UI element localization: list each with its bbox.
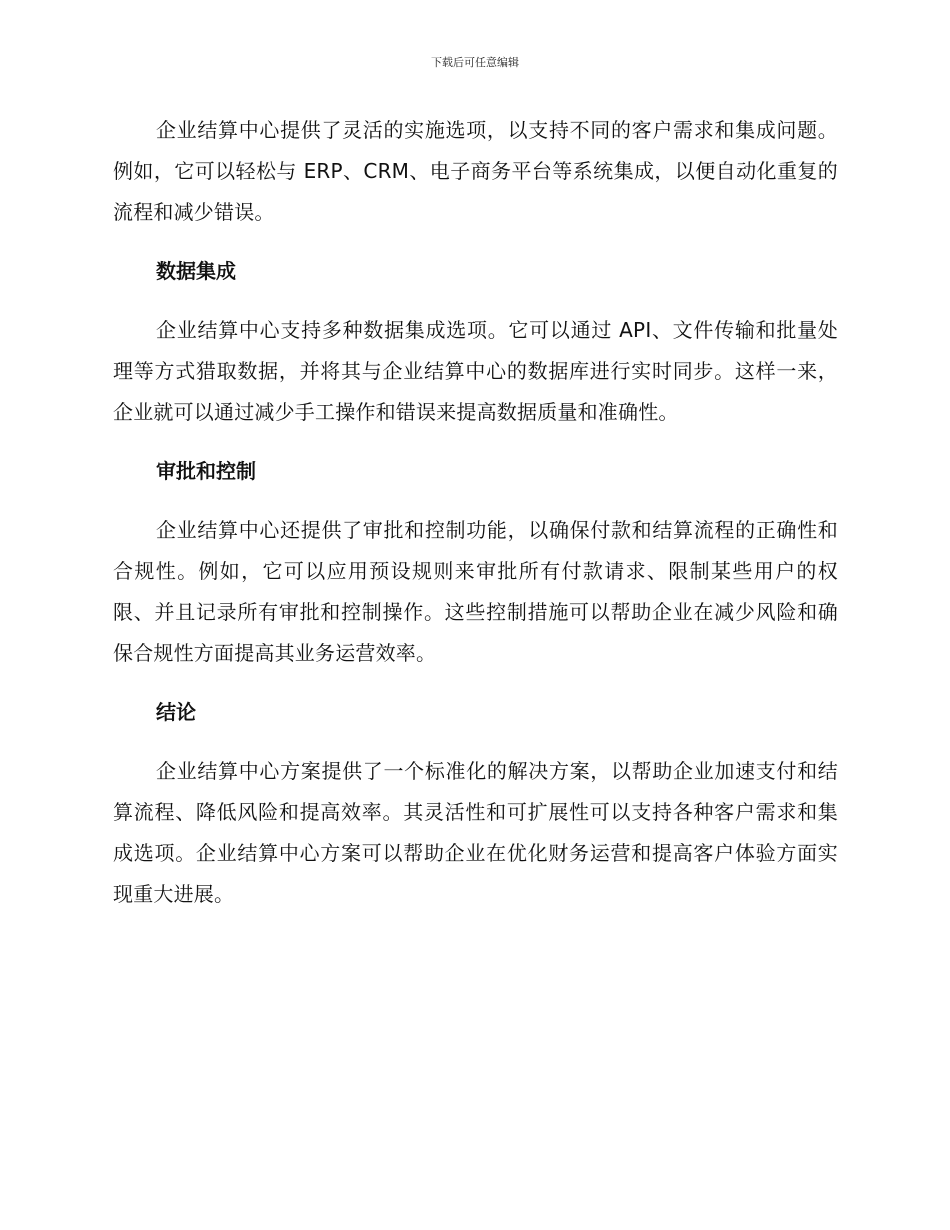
data-integration-paragraph: 企业结算中心支持多种数据集成选项。它可以通过 API、文件传输和批量处理等方式猎取数据，并将其与企业结算中心的数据库进行实时同步。这样一来，企业就可以通过减少手工操作和错误来提高数据质量和准确性。 [113,318,838,424]
document-body [113,110,838,915]
section-heading-approval-control: 审批和控制 [156,459,256,483]
header-note: 下载后可任意编辑 [431,56,519,69]
section-heading-data-integration: 数据集成 [156,259,236,283]
conclusion-paragraph: 企业结算中心方案提供了一个标准化的解决方案，以帮助企业加速支付和结算流程、降低风险和提高效率。其灵活性和可扩展性可以支持各种客户需求和集成选项。企业结算中心方案可以帮助企业在优化财务运营和提高客户体验方面实现重大进展。 [113,759,838,906]
approval-control-paragraph: 企业结算中心还提供了审批和控制功能，以确保付款和结算流程的正确性和合规性。例如，它可以应用预设规则来审批所有付款请求、限制某些用户的权限、并且记录所有审批和控制操作。这些控制措施可以帮助企业在减少风险和确保合规性方面提高其业务运营效率。 [113,518,838,665]
intro-paragraph: 企业结算中心提供了灵活的实施选项，以支持不同的客户需求和集成问题。例如，它可以轻松与 ERP、CRM、电子商务平台等系统集成，以便自动化重复的流程和减少错误。 [113,118,838,224]
section-heading-conclusion: 结论 [156,700,196,724]
